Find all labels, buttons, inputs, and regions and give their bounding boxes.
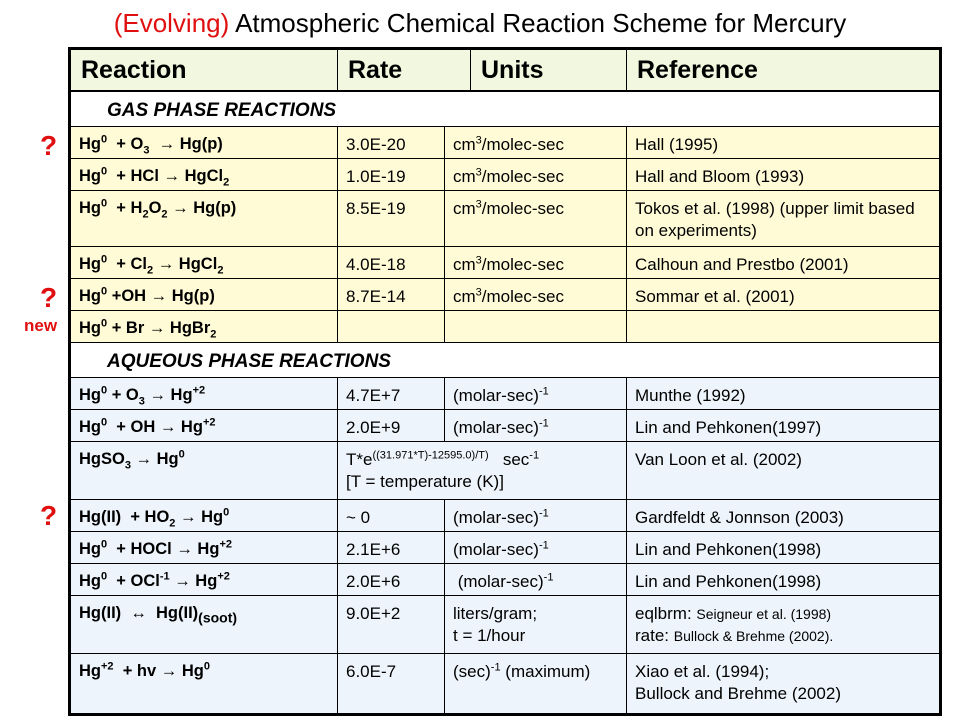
header-reaction: Reaction bbox=[71, 50, 338, 90]
units-cell: (molar-sec)$^{-1}$ bbox=[445, 532, 627, 563]
ref-text: Seigneur et al. (1998) bbox=[696, 606, 832, 622]
question-marker: ? bbox=[40, 282, 58, 313]
reference-cell: Lin and Pehkonen(1997) bbox=[635, 418, 822, 437]
units-cell: (molar-sec)$^{-1}$ bbox=[445, 564, 627, 595]
ref-label: rate: bbox=[635, 626, 674, 645]
rate-cell: 4.7E+7 bbox=[338, 378, 445, 409]
reaction-cell: $Hg^{+2}$ + hv → $Hg^0$ bbox=[71, 654, 338, 713]
table-row bbox=[71, 596, 939, 654]
rate-cell: 8.5E-19 bbox=[338, 191, 445, 246]
reaction-cell: $Hg^0 + O_3 \to Hg^{+2}$ bbox=[71, 378, 338, 409]
reference-cell: Munthe (1992) bbox=[635, 386, 746, 405]
page-title bbox=[0, 8, 960, 39]
table-row bbox=[71, 279, 939, 311]
question-marker: ? bbox=[40, 130, 58, 161]
units-cell: $cm^3/molec-\sec$ bbox=[445, 159, 627, 190]
units-cell: (molar-sec)$^{-1}$ bbox=[445, 378, 627, 409]
reaction-cell: $Hg^0 +OH \to Hg(p)$ bbox=[71, 279, 338, 310]
rate-cell: 6.0E-7 bbox=[338, 654, 445, 713]
rate-cell: 2.1E+6 bbox=[338, 532, 445, 563]
question-marker: ? bbox=[40, 500, 58, 531]
rate-cell bbox=[338, 311, 445, 342]
header-reference: Reference bbox=[637, 55, 758, 84]
section-label: AQUEOUS PHASE REACTIONS bbox=[107, 351, 391, 372]
section-aqueous-phase bbox=[71, 343, 939, 378]
reference-cell: Sommar et al. (2001) bbox=[635, 287, 795, 306]
rate-cell: ~ 0 bbox=[338, 500, 445, 531]
title-main: Atmospheric Chemical Reaction Scheme for Mercury bbox=[229, 8, 847, 38]
reaction-cell: $Hg^0 + O_3 \to Hg(p)$ bbox=[71, 127, 338, 158]
reaction-cell: Hg$^0$ + OH → $Hg^{+2}$ bbox=[71, 410, 338, 441]
reaction-cell: $Hg^0 + Br$ → HgBr$_2$ bbox=[71, 311, 338, 342]
table-row bbox=[71, 127, 939, 159]
table-row bbox=[71, 654, 939, 713]
rate-note: [T = temperature (K)] bbox=[346, 472, 504, 491]
table-row bbox=[71, 378, 939, 410]
title-prefix: (Evolving) bbox=[113, 8, 230, 38]
reaction-cell: Hg$^0$ + HOCl → $Hg^{+2}$ bbox=[71, 532, 338, 563]
header-units: Units bbox=[471, 50, 627, 90]
reference-cell: Hall (1995) bbox=[635, 135, 719, 154]
reference-cell: Lin and Pehkonen(1998) bbox=[635, 540, 822, 559]
units-line: t = 1/hour bbox=[453, 626, 526, 645]
reference-cell: Lin and Pehkonen(1998) bbox=[635, 572, 822, 591]
section-gas-phase bbox=[71, 92, 939, 127]
rate-cell: 1.0E-19 bbox=[338, 159, 445, 190]
units-cell: (molar-sec)$^{-1}$ bbox=[445, 500, 627, 531]
table-row bbox=[71, 532, 939, 564]
table-row bbox=[71, 564, 939, 596]
rate-cell: 8.7E-14 bbox=[338, 279, 445, 310]
reaction-cell: $Hg^0 + H_2O_2 \to Hg(p)$ bbox=[71, 191, 338, 246]
reference-cell: Hall and Bloom (1993) bbox=[635, 167, 805, 186]
table-row bbox=[71, 500, 939, 532]
ref-line: Bullock and Brehme (2002) bbox=[635, 684, 842, 703]
units-cell: $cm^3/molec-\sec$ bbox=[445, 127, 627, 158]
reaction-cell: HgSO$_3$ → $Hg^0$ bbox=[71, 442, 338, 499]
ref-line: Xiao et al. (1994); bbox=[635, 662, 770, 681]
ref-text: Bullock & Brehme (2002). bbox=[673, 628, 834, 644]
table-row bbox=[71, 442, 939, 500]
reaction-cell: Hg(II) ↔ $Hg(II)_{(soot)}$ bbox=[71, 596, 338, 653]
units-cell: $cm^3/molec-\sec$ bbox=[445, 191, 627, 246]
ref-label: eqlbrm: bbox=[635, 604, 697, 623]
reaction-cell: $Hg^0 + OCl^{-1} \to Hg^{+2}$ bbox=[71, 564, 338, 595]
reaction-cell: $Hg(II) + HO_2 \to Hg^0$ bbox=[71, 500, 338, 531]
table-row bbox=[71, 311, 939, 343]
reference-cell: Calhoun and Prestbo (2001) bbox=[635, 255, 849, 274]
header-rate: Rate bbox=[338, 50, 471, 90]
rate-cell: 3.0E-20 bbox=[338, 127, 445, 158]
units-cell: $cm^3/molec-\sec$ bbox=[445, 247, 627, 278]
rate-cell: 2.0E+9 bbox=[338, 410, 445, 441]
reaction-cell: $Hg^0 + Cl_2$ → HgCl$_2$ bbox=[71, 247, 338, 278]
rate-cell: 2.0E+6 bbox=[338, 564, 445, 595]
reaction-table bbox=[68, 47, 942, 716]
units-cell bbox=[445, 311, 627, 342]
table-header bbox=[71, 50, 939, 92]
reference-cell bbox=[627, 596, 939, 653]
reference-cell bbox=[627, 311, 939, 342]
rate-cell: 9.0E+2 bbox=[338, 596, 445, 653]
section-label: GAS PHASE REACTIONS bbox=[107, 100, 337, 121]
units-cell: $(\sec)^{-1}$ (maximum) bbox=[445, 654, 627, 713]
units-cell: $cm^3/molec-\sec$ bbox=[445, 279, 627, 310]
rate-units-cell: $T*e^{((31.971*T)-12595.0)/T)}$ $\sec^{-1}$ [T = temperature (K)] bbox=[338, 442, 627, 499]
units-line: liters/gram; bbox=[453, 604, 538, 623]
rate-cell: 4.0E-18 bbox=[338, 247, 445, 278]
reaction-cell: Hg$^0$ + HCl → HgCl$_2$ bbox=[71, 159, 338, 190]
table-row bbox=[71, 410, 939, 442]
table-row bbox=[71, 191, 939, 247]
reference-cell: Gardfeldt & Jonnson (2003) bbox=[635, 508, 844, 527]
table-row bbox=[71, 247, 939, 279]
units-cell: (molar-sec)$^{-1}$ bbox=[445, 410, 627, 441]
reference-cell: Tokos et al. (1998) (upper limit based on experiments) bbox=[635, 199, 915, 240]
table-row bbox=[71, 159, 939, 191]
units-cell bbox=[445, 596, 627, 653]
reference-cell: Van Loon et al. (2002) bbox=[635, 450, 802, 469]
new-marker: new bbox=[24, 316, 58, 335]
reference-cell bbox=[627, 654, 939, 713]
